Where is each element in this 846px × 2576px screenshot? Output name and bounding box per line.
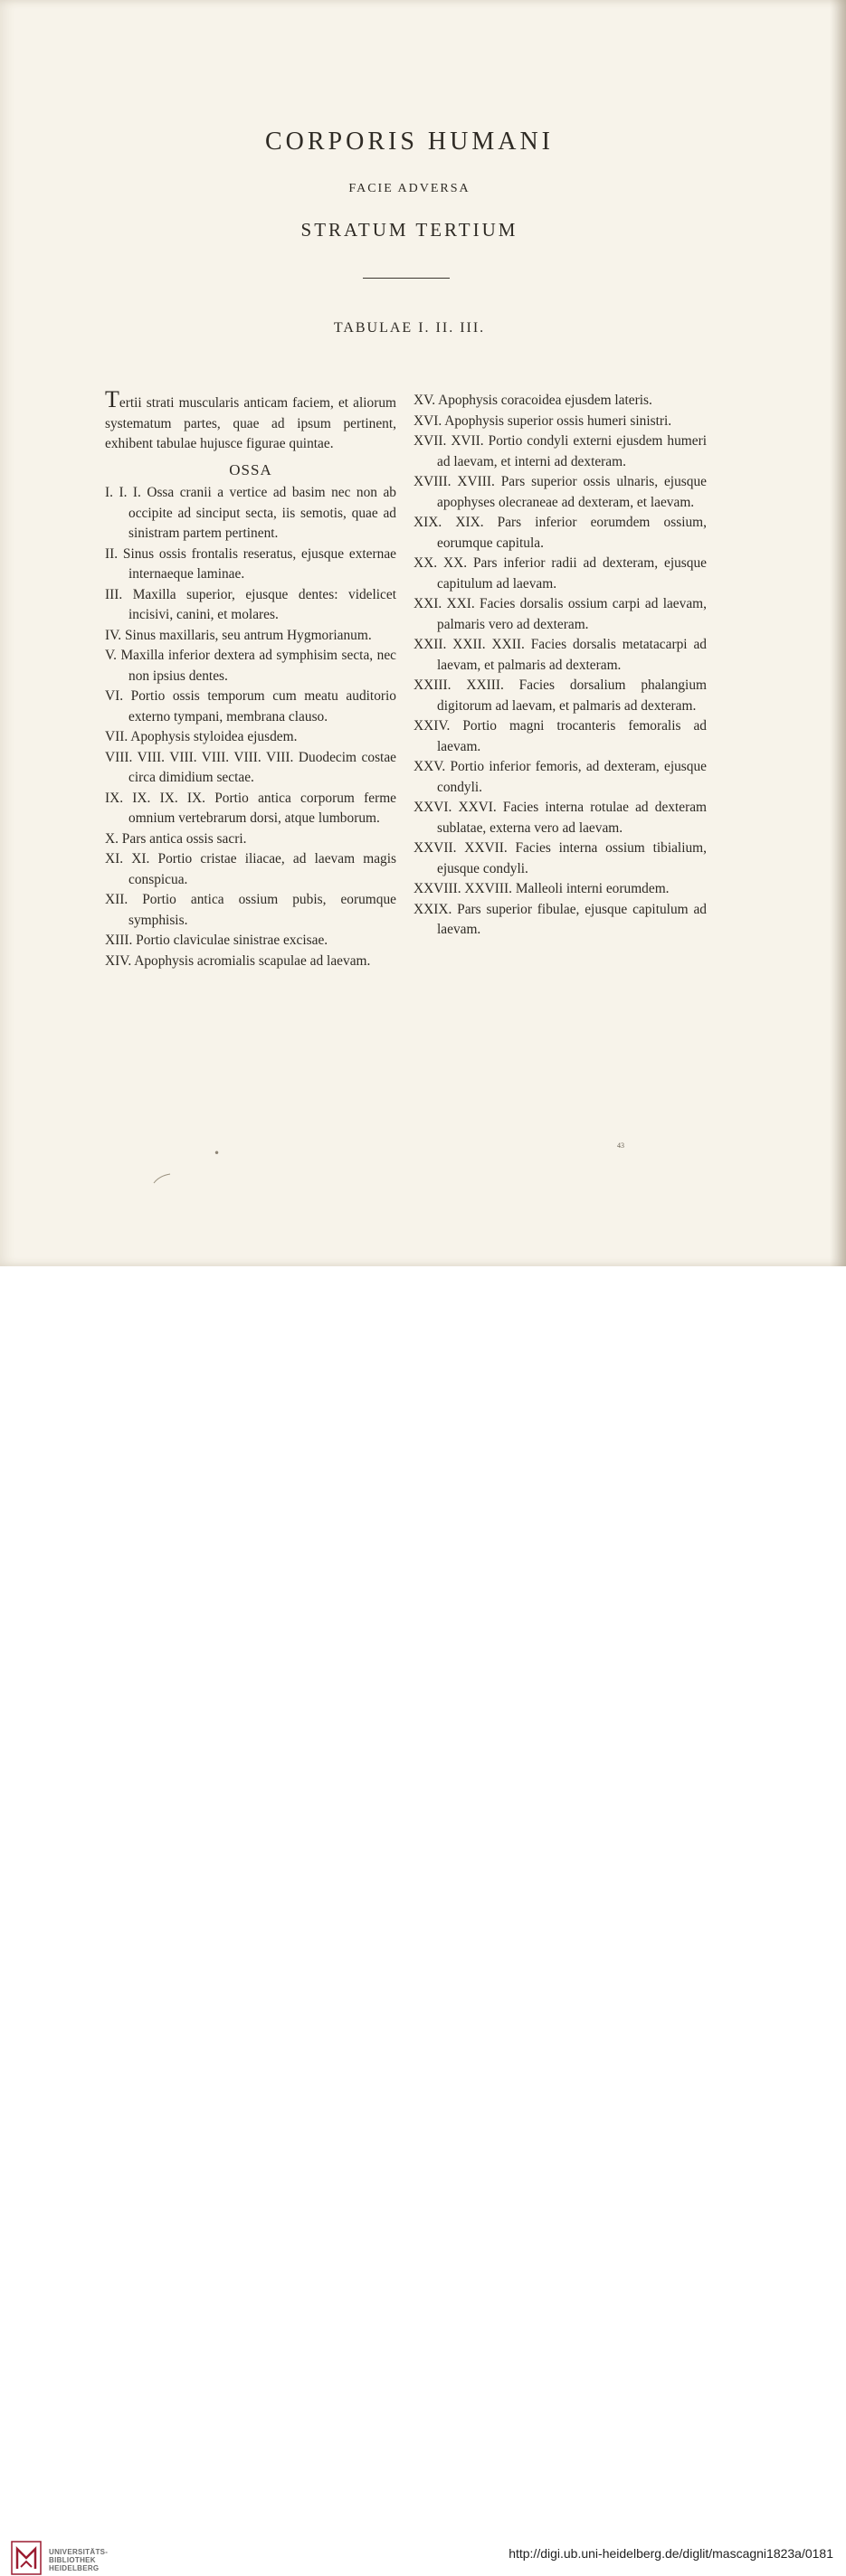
drop-initial: T (105, 386, 119, 412)
bone-entry: XXV. Portio inferior femoris, ad dexteram, ejusque condyli. (413, 759, 707, 795)
library-name-line: BIBLIOTHEK (49, 2556, 96, 2564)
bone-entry: I. I. I. Ossa cranii a vertice ad basim nec non ab occipite ad sinciput secta, iis semotis, quae ad sinistram partem pertinent. (105, 485, 396, 541)
bone-entry: VI. Portio ossis temporum cum meatu auditorio externo tympani, membrana clauso. (105, 688, 396, 724)
bone-entry: XX. XX. Pars inferior radii ad dexteram, ejusque capitulum ad laevam. (413, 555, 707, 592)
permalink-url[interactable]: http://digi.ub.uni-heidelberg.de/diglit/mascagni1823a/0181 (509, 2546, 833, 2561)
title-divider (363, 278, 450, 279)
bone-entry: III. Maxilla superior, ejusque dentes: videlicet incisivi, canini, et molares. (105, 586, 396, 622)
paper-speck: • (214, 1147, 221, 1160)
bone-entry: IX. IX. IX. IX. Portio antica corporum ferme omnium vertebrarum dorsi, atque lumborum. (105, 790, 396, 826)
intro-paragraph (105, 386, 396, 455)
university-library-logo-icon (10, 2540, 43, 2576)
bone-entry: XV. Apophysis coracoidea ejusdem lateris. (413, 393, 652, 408)
bone-entry: XXIV. Portio magni trocanteris femoralis ad laevam. (413, 718, 707, 754)
tabulae-heading: TABULAE I. II. III. (333, 320, 486, 336)
paper-stroke-mark (152, 1172, 174, 1185)
bone-entry: VII. Apophysis styloidea ejusdem. (105, 729, 298, 744)
bone-entry: XXVII. XXVII. Facies interna ossium tibialium, ejusque condyli. (413, 840, 707, 876)
library-name-line: UNIVERSITÄTS- (49, 2548, 109, 2556)
page-title: CORPORIS HUMANI (264, 128, 555, 156)
bone-entry: IV. Sinus maxillaris, seu antrum Hygmorianum. (105, 627, 372, 643)
page-edge-shadow (830, 0, 846, 1266)
bone-entry: X. Pars antica ossis sacri. (105, 830, 247, 847)
page-folio: 43 (617, 1141, 624, 1150)
viewer-footer (0, 1266, 846, 2572)
library-name-line: HEIDELBERG (49, 2564, 100, 2572)
bone-entry: XXIX. Pars superior fibulae, ejusque capitulum ad laevam. (413, 901, 707, 937)
library-name (49, 2548, 108, 2572)
bone-entry: II. Sinus ossis frontalis reseratus, ejusque externae internaeque laminae. (105, 545, 396, 582)
intro-text: ertii strati muscularis anticam faciem, et aliorum systematum partes, quae ad ipsum pertinent, exhibent tabulae hujusce figurae quintae. (105, 395, 396, 451)
bone-entry: VIII. VIII. VIII. VIII. VIII. VIII. Duodecim costae circa dimidium sectae. (105, 749, 396, 785)
bone-entry: XIII. Portio claviculae sinistrae excisae. (105, 933, 328, 948)
bone-entry: XI. XI. Portio cristae iliacae, ad laevam magis conspicua. (105, 851, 396, 887)
bone-entry: XXVIII. XXVIII. Malleoli interni eorumdem. (413, 881, 670, 896)
bone-entry: XII. Portio antica ossium pubis, eorumque symphisis. (105, 892, 396, 928)
left-column (105, 386, 396, 971)
bone-entry: XVII. XVII. Portio condyli externi ejusdem humeri ad laevam, et interni ad dexteram. (413, 433, 707, 469)
book-page (0, 0, 846, 1266)
section-heading-ossa: OSSA (229, 460, 272, 478)
page-subtitle: FACIE ADVERSA (348, 182, 471, 195)
bone-entry: XXII. XXII. XXII. Facies dorsalis metatacarpi ad laevam, et palmaris ad dexteram. (413, 637, 707, 673)
bone-entry: XIX. XIX. Pars inferior eorumdem ossium, eorumque capitula. (413, 515, 707, 551)
bone-entry: XXI. XXI. Facies dorsalis ossium carpi ad laevam, palmaris vero ad dexteram. (413, 596, 707, 632)
right-column (413, 391, 707, 941)
bone-entry: XXVI. XXVI. Facies interna rotulae ad dexteram sublatae, externa vero ad laevam. (413, 800, 707, 836)
bone-entry: XIV. Apophysis acromialis scapulae ad laevam. (105, 952, 371, 969)
stratum-heading: STRATUM TERTIUM (300, 219, 518, 241)
bone-entry: XVI. Apophysis superior ossis humeri sinistri. (413, 412, 672, 429)
bone-entry: XXIII. XXIII. Facies dorsalium phalangium digitorum ad laevam, et palmaris ad dexteram. (413, 677, 707, 714)
bone-entry: XVIII. XVIII. Pars superior ossis ulnaris, ejusque apophyses olecraneae ad dexteram, et laevam. (413, 474, 707, 510)
bone-entry: V. Maxilla inferior dextera ad symphisim secta, nec non ipsius dentes. (105, 648, 396, 684)
